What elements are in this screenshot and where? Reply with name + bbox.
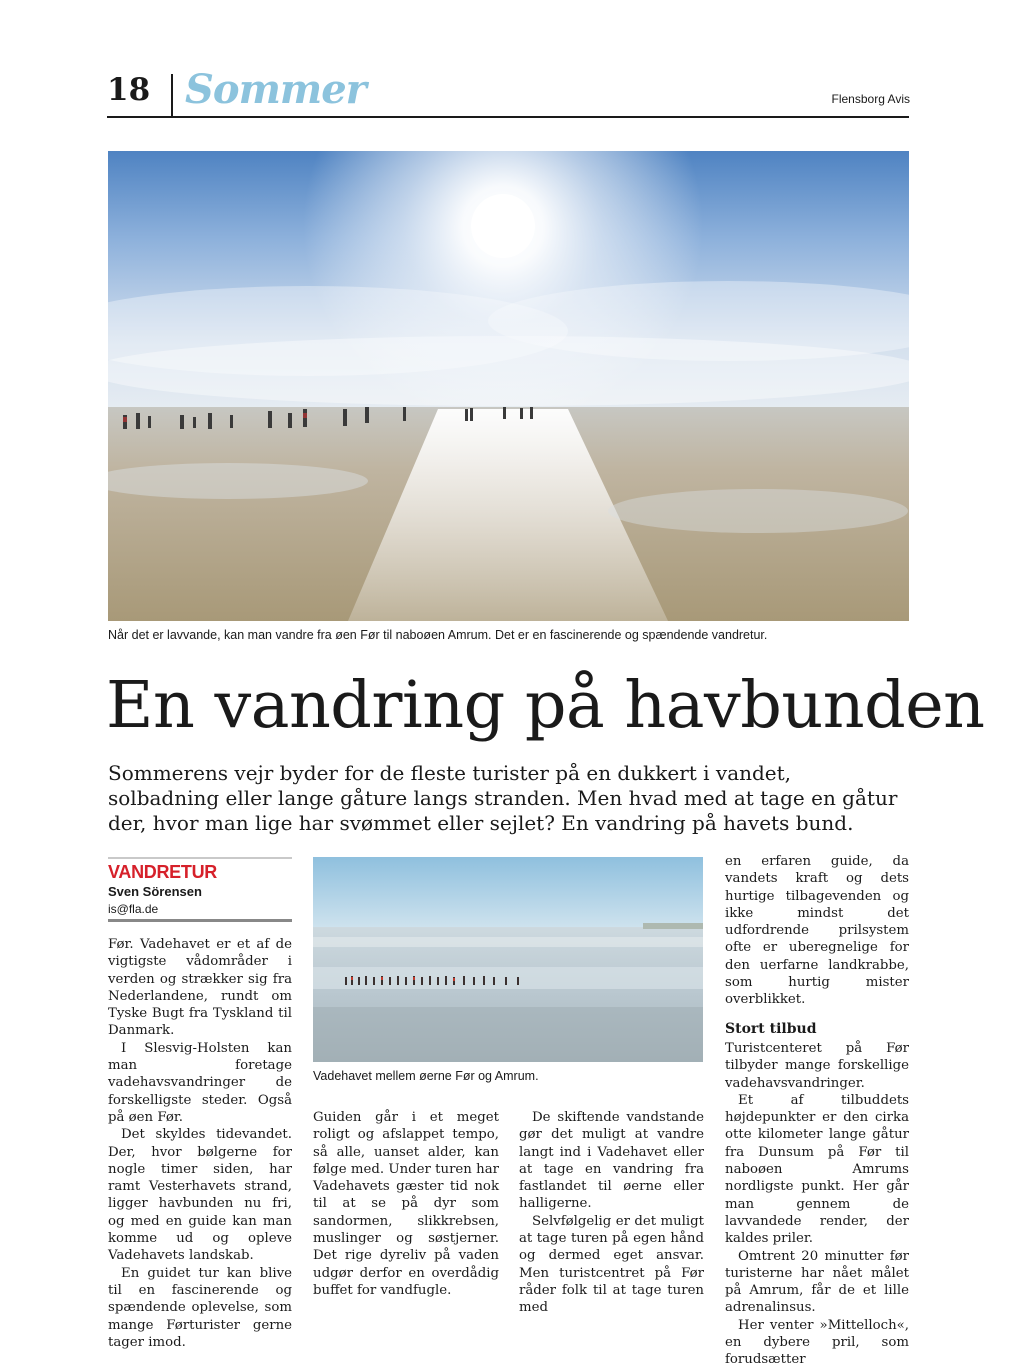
headline: En vandring på havbunden [106,668,985,743]
paragraph: Et af tilbuddets højdepunkter er den cirka otte kilometer lange gåtur fra Dunsum på Før til naboøen Amrums nordligste punkt. Her går man gennem de lavvandede render, der kaldes priler. [725,1092,909,1247]
lede: Sommerens vejr byder for de fleste turister på en dukkert i vandet, solbadning eller lange gåture langs stranden. Men hvad med at tage en gåtur der, hvor man lige har svømmet eller sejlet? En vandring på havets bund. [108,761,898,835]
paragraph: Omtrent 20 minutter før turisterne har nået målet på Amrum, får de et lille adrenalinsus. [725,1248,909,1316]
newspaper-name: Flensborg Avis [831,92,910,106]
paragraph: Det skyldes tidevandet. Der, hvor bølgerne for nogle timer siden, har ramt Vesterhavets strand, ligger havbunden nu fri, og med en guide kan man komme ud og opleve Vadehavets landskab. [108,1127,292,1264]
paragraph: Før. Vadehavet er et af de vigtigste vådområder i verden og strækker sig fra Nederlandene, rundt om Tyske Bugt fra Tyskland til Danmark. [108,937,292,1039]
paragraph: Her venter »Mittelloch«, en dybere pril, som forudsætter [725,1317,909,1368]
author-name: Sven Sörensen [108,884,202,899]
page-number: 18 [107,72,151,108]
body-column-1 [108,936,292,1351]
second-photo-wadden-sea [313,857,703,1062]
kicker: VANDRETUR [108,862,217,882]
body-column-2 [313,1109,499,1299]
section-title: Sommer [185,66,366,113]
body-column-4 [725,853,909,1369]
paragraph: Turistcenteret på Før tilbyder mange forskellige vadehavsvandringer. [725,1040,909,1091]
main-photo-caption: Når det er lavvande, kan man vandre fra øen Før til naboøen Amrum. Det er en fascinerende og spændende vandretur. [108,628,768,642]
byline-rule [108,919,292,922]
header-rule [107,116,909,118]
main-photo-tidal-flat [108,151,909,621]
paragraph: I Slesvig-Holsten kan man foretage vadehavsvandringer de forskelligste steder. Også på øen Før. [108,1040,292,1125]
header-separator [171,74,173,117]
paragraph: En guidet tur kan blive til en fascinerende og spændende oplevelse, som mange Førturister gerne tager imod. [108,1265,292,1350]
paragraph: Selvfølgelig er det muligt at tage turen på egen hånd og dermed eget ansvar. Men turistcentret på Før råder folk til at tage turen med [519,1213,704,1316]
author-email[interactable]: is@fla.de [108,902,159,916]
kicker-rule [108,857,292,859]
paragraph: en erfaren guide, da vandets kraft og dets hurtige tilbagevenden og ikke mindst det udfordrende prilsystem ofte er uberegnelige for den uerfarne landkrabbe, som hurtig mister overblikket. [725,854,909,1008]
second-photo-caption: Vadehavet mellem øerne Før og Amrum. [313,1069,539,1083]
subheading: Stort tilbud [725,1020,817,1037]
body-column-3 [519,1109,704,1317]
paragraph: De skiftende vandstande gør det muligt at vandre langt ind i Vadehavet eller at tage en vandring fra fastlandet til øerne eller halligerne. [519,1110,704,1212]
paragraph: Guiden går i et meget roligt og afslappet tempo, så alle, uanset alder, kan følge med. Under turen har Vadehavets gæster tid nok til at se på dyr som sandormen, slikkrebsen, muslinger og søstjerner. Det rige dyreliv på vaden udgør derfor en overdådig buffet for vandfugle. [313,1110,499,1298]
